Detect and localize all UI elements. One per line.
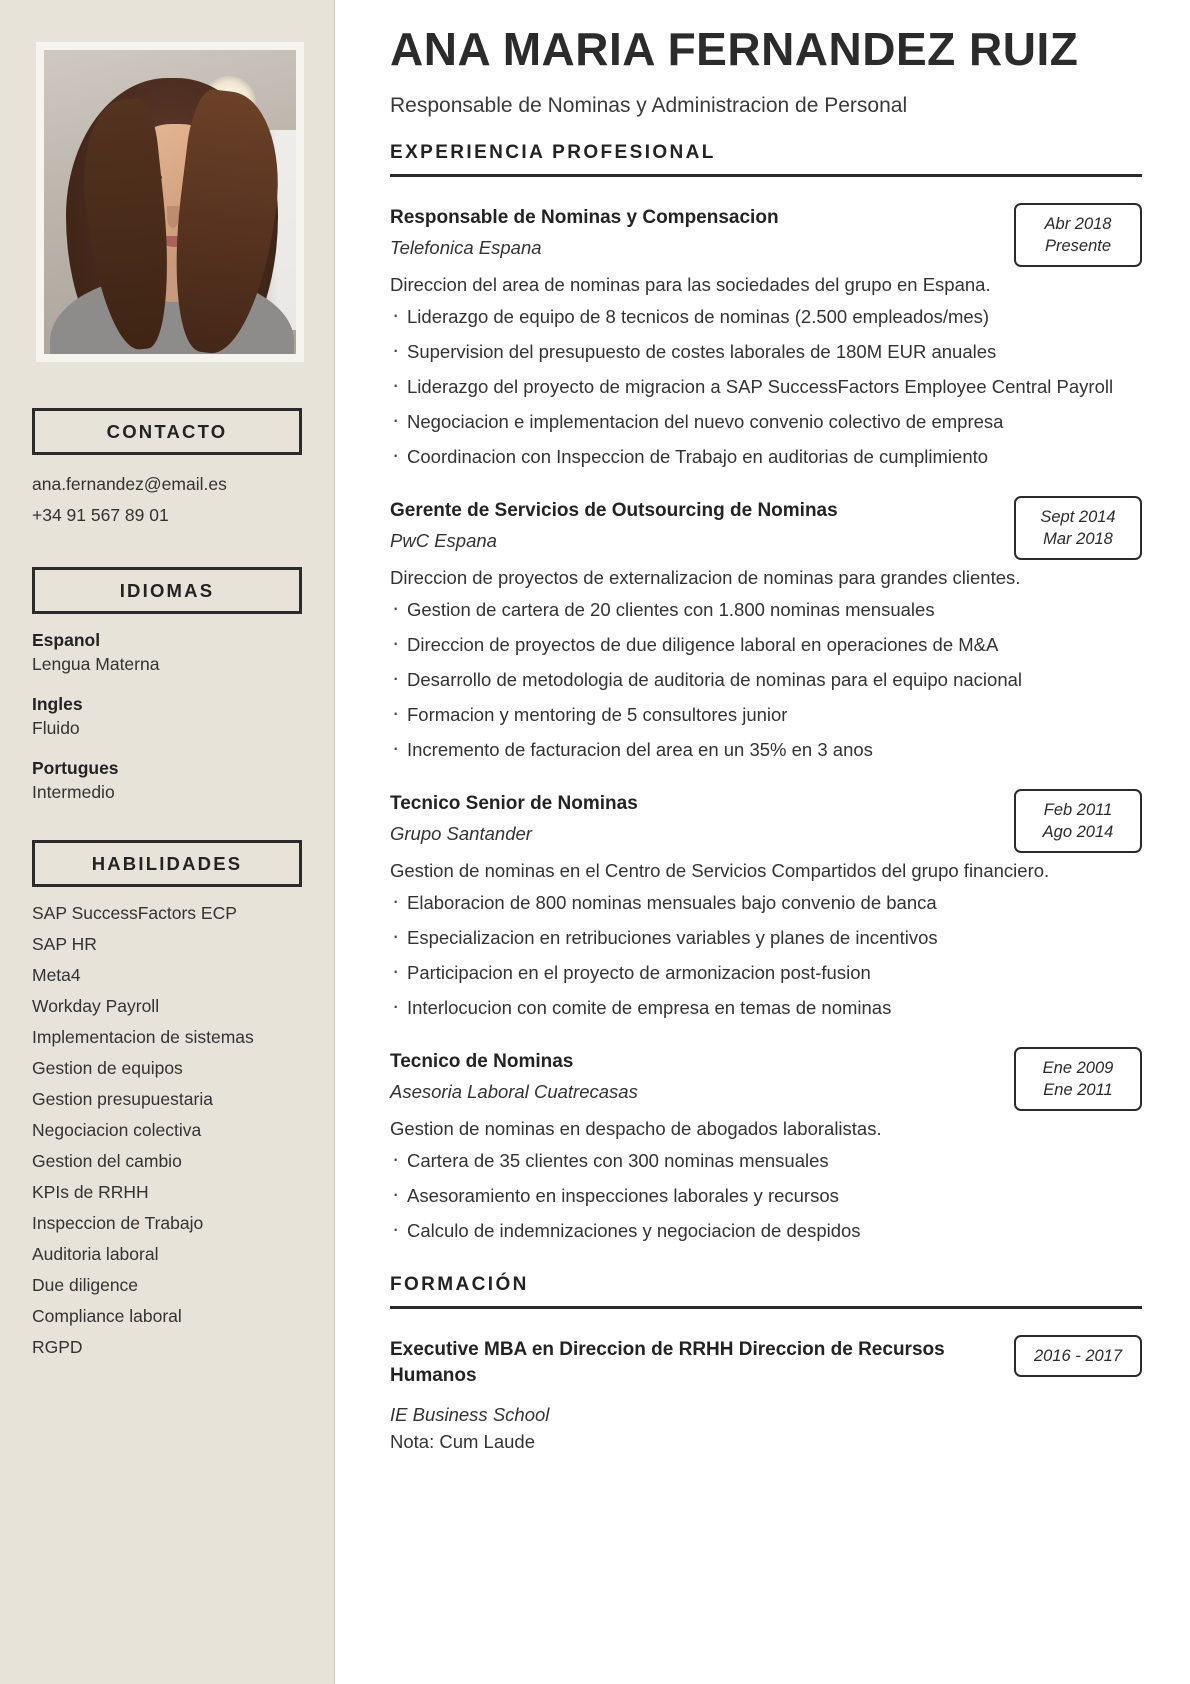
entry-role: Gerente de Servicios de Outsourcing de Nominas	[390, 500, 838, 521]
experience-entry	[390, 789, 1142, 1021]
entry-role: Tecnico de Nominas	[390, 1051, 574, 1072]
language-level: Fluido	[32, 718, 80, 738]
entry-date-badge	[1014, 1047, 1142, 1111]
entry-header	[390, 496, 1142, 560]
bullet-item: · Participacion en el proyecto de armonizacion post-fusion	[390, 960, 1142, 986]
profile-photo-frame	[36, 42, 304, 362]
entry-date-start: Ene 2009	[1042, 1059, 1114, 1077]
entry-date-end: Presente	[1044, 237, 1112, 255]
entry-header	[390, 1335, 1142, 1389]
entry-date-end: Ago 2014	[1042, 823, 1114, 841]
education-school: IE Business School	[390, 1404, 550, 1425]
skill-item: Gestion del cambio	[32, 1151, 182, 1171]
entry-bullets	[390, 597, 1142, 763]
entry-summary: Gestion de nominas en despacho de abogados laboralistas.	[390, 1118, 882, 1139]
bullet-item: · Desarrollo de metodologia de auditoria de nominas para el equipo nacional	[390, 667, 1142, 693]
entry-organization: Telefonica Espana	[390, 237, 542, 258]
contact-phone: +34 91 567 89 01	[32, 505, 169, 525]
entry-bullets	[390, 304, 1142, 470]
skill-item: Workday Payroll	[32, 996, 160, 1016]
page-title: ANA MARIA FERNANDEZ RUIZ	[390, 23, 1079, 75]
language-item	[32, 628, 302, 676]
skill-item: Inspeccion de Trabajo	[32, 1213, 204, 1233]
skill-item: Gestion presupuestaria	[32, 1089, 213, 1109]
entry-date-end: Mar 2018	[1043, 530, 1113, 548]
bullet-item: · Supervision del presupuesto de costes laborales de 180M EUR anuales	[390, 339, 1142, 365]
entry-header	[390, 203, 1142, 267]
contact-email: ana.fernandez@email.es	[32, 474, 227, 494]
skill-item: Negociacion colectiva	[32, 1120, 202, 1140]
skill-item: Gestion de equipos	[32, 1058, 183, 1078]
entry-date-start: Feb 2011	[1043, 801, 1113, 819]
profile-photo	[44, 50, 296, 354]
bullet-item: · Calculo de indemnizaciones y negociacion de despidos	[390, 1218, 1142, 1244]
education-dates: 2016 - 2017	[1033, 1347, 1123, 1365]
skill-item: RGPD	[32, 1337, 83, 1357]
bullet-item: · Formacion y mentoring de 5 consultores junior	[390, 702, 1142, 728]
entry-titles	[390, 203, 996, 262]
entry-summary: Direccion de proyectos de externalizacion de nominas para grandes clientes.	[390, 567, 1021, 588]
education-date-badge	[1014, 1335, 1142, 1377]
experience-entry	[390, 203, 1142, 470]
entry-titles	[390, 496, 996, 555]
entry-titles	[390, 1335, 996, 1389]
bullet-item: · Asesoramiento en inspecciones laborales y recursos	[390, 1183, 1142, 1209]
entry-role: Responsable de Nominas y Compensacion	[390, 207, 779, 228]
skill-item: KPIs de RRHH	[32, 1182, 149, 1202]
contact-section-heading: CONTACTO	[32, 408, 302, 455]
skill-item: Implementacion de sistemas	[32, 1027, 254, 1047]
bullet-item: · Direccion de proyectos de due diligence laboral en operaciones de M&A	[390, 632, 1142, 658]
language-level: Intermedio	[32, 782, 115, 802]
entry-summary: Gestion de nominas en el Centro de Servicios Compartidos del grupo financiero.	[390, 860, 1050, 881]
skill-item: SAP HR	[32, 934, 97, 954]
education-degree: Executive MBA en Direccion de RRHH Direccion de Recursos Humanos	[390, 1339, 945, 1386]
language-item	[32, 756, 302, 804]
entry-date-badge	[1014, 789, 1142, 853]
entry-titles	[390, 789, 996, 848]
skill-item: Due diligence	[32, 1275, 139, 1295]
bullet-item: · Negociacion e implementacion del nuevo convenio colectivo de empresa	[390, 409, 1142, 435]
bullet-item: · Liderazgo del proyecto de migracion a SAP SuccessFactors Employee Central Payroll	[390, 374, 1142, 400]
bullet-item: · Especializacion en retribuciones variables y planes de incentivos	[390, 925, 1142, 951]
language-item	[32, 692, 302, 740]
bullet-item: · Liderazgo de equipo de 8 tecnicos de nominas (2.500 empleados/mes)	[390, 304, 1142, 330]
entry-organization: Asesoria Laboral Cuatrecasas	[390, 1081, 638, 1102]
entry-date-end: Ene 2011	[1043, 1081, 1113, 1099]
skills-section-heading: HABILIDADES	[32, 840, 302, 887]
entry-titles	[390, 1047, 996, 1106]
bullet-item: · Interlocucion con comite de empresa en temas de nominas	[390, 995, 1142, 1021]
headline: Responsable de Nominas y Administracion de Personal	[390, 94, 908, 117]
bullet-item: · Elaboracion de 800 nominas mensuales bajo convenio de banca	[390, 890, 1142, 916]
bullet-item: · Incremento de facturacion del area en un 35% en 3 anos	[390, 737, 1142, 763]
language-level: Lengua Materna	[32, 654, 160, 674]
entry-summary: Direccion del area de nominas para las sociedades del grupo en Espana.	[390, 274, 991, 295]
entry-date-badge	[1014, 203, 1142, 267]
entry-bullets	[390, 1148, 1142, 1244]
skill-item: Meta4	[32, 965, 81, 985]
experience-entry	[390, 1047, 1142, 1244]
education-note: Nota: Cum Laude	[390, 1431, 536, 1452]
bullet-item: · Gestion de cartera de 20 clientes con 1.800 nominas mensuales	[390, 597, 1142, 623]
skill-item: SAP SuccessFactors ECP	[32, 903, 237, 923]
skill-item: Auditoria laboral	[32, 1244, 159, 1264]
main-column	[335, 0, 1190, 1684]
entry-date-badge	[1014, 496, 1142, 560]
bullet-item: · Cartera de 35 clientes con 300 nominas mensuales	[390, 1148, 1142, 1174]
entry-header	[390, 789, 1142, 853]
entry-header	[390, 1047, 1142, 1111]
education-entry	[390, 1335, 1142, 1455]
language-name: Ingles	[32, 694, 83, 714]
entry-organization: PwC Espana	[390, 530, 497, 551]
entry-date-start: Sept 2014	[1040, 508, 1116, 526]
language-name: Espanol	[32, 630, 101, 650]
entry-bullets	[390, 890, 1142, 1021]
sidebar	[0, 0, 335, 1684]
languages-section-heading: IDIOMAS	[32, 567, 302, 614]
skill-item: Compliance laboral	[32, 1306, 182, 1326]
entry-organization: Grupo Santander	[390, 823, 532, 844]
language-name: Portugues	[32, 758, 119, 778]
education-section-heading: FORMACIÓN	[390, 1274, 1142, 1309]
entry-role: Tecnico Senior de Nominas	[390, 793, 638, 814]
bullet-item: · Coordinacion con Inspeccion de Trabajo en auditorias de cumplimiento	[390, 444, 1142, 470]
experience-entry	[390, 496, 1142, 763]
experience-section-heading: EXPERIENCIA PROFESIONAL	[390, 142, 1142, 177]
entry-date-start: Abr 2018	[1044, 215, 1112, 233]
